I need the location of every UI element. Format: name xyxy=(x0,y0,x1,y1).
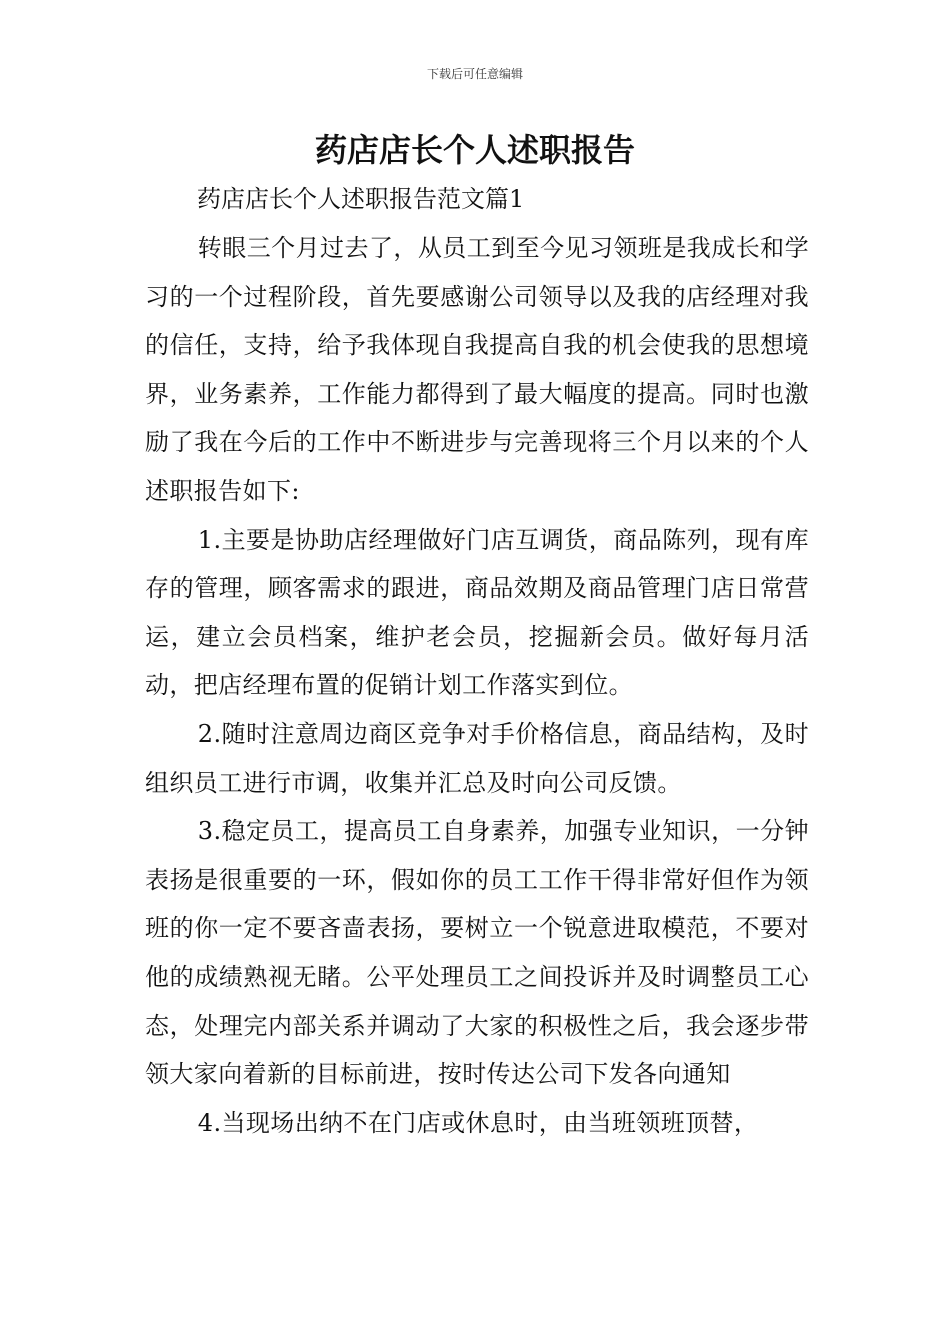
paragraph-item-4: 4.当现场出纳不在门店或休息时，由当班领班顶替， xyxy=(197,1108,759,1137)
document-subtitle: 药店店长个人述职报告范文篇1 xyxy=(197,185,525,213)
paragraph-item-3: 3.稳定员工，提高员工自身素养，加强专业知识，一分钟表扬是很重要的一环，假如你的员工工作干得非常好但作为领班的你一定不要吝啬表扬，要树立一个锐意进取模范，不要对他的成绩熟视无睹。公平处理员工之间投诉并及时调整员工心态，处理完内部关系并调动了大家的积极性之后，我会逐步带领大家向着新的目标前进，按时传达公司下发各向通知 xyxy=(145,817,809,1089)
paragraph-intro: 转眼三个月过去了，从员工到至今见习领班是我成长和学习的一个过程阶段，首先要感谢公司领导以及我的店经理对我的信任，支持，给予我体现自我提高自我的机会使我的思想境界，业务素养，工作能力都得到了最大幅度的提高。同时也激励了我在今后的工作中不断进步与完善现将三个月以来的个人述职报告如下: xyxy=(145,234,809,505)
document-body xyxy=(145,224,809,1147)
header-note: 下载后可任意编辑 xyxy=(426,67,523,81)
paragraph-item-2: 2.随时注意周边商区竞争对手价格信息，商品结构，及时组织员工进行市调，收集并汇总及时向公司反馈。 xyxy=(145,719,809,797)
paragraph-item-1: 1.主要是协助店经理做好门店互调货，商品陈列，现有库存的管理，顾客需求的跟进，商品效期及商品管理门店日常营运，建立会员档案，维护老会员，挖掘新会员。做好每月活动，把店经理布置的促销计划工作落实到位。 xyxy=(145,525,809,700)
document-title: 药店店长个人述职报告 xyxy=(314,131,635,169)
